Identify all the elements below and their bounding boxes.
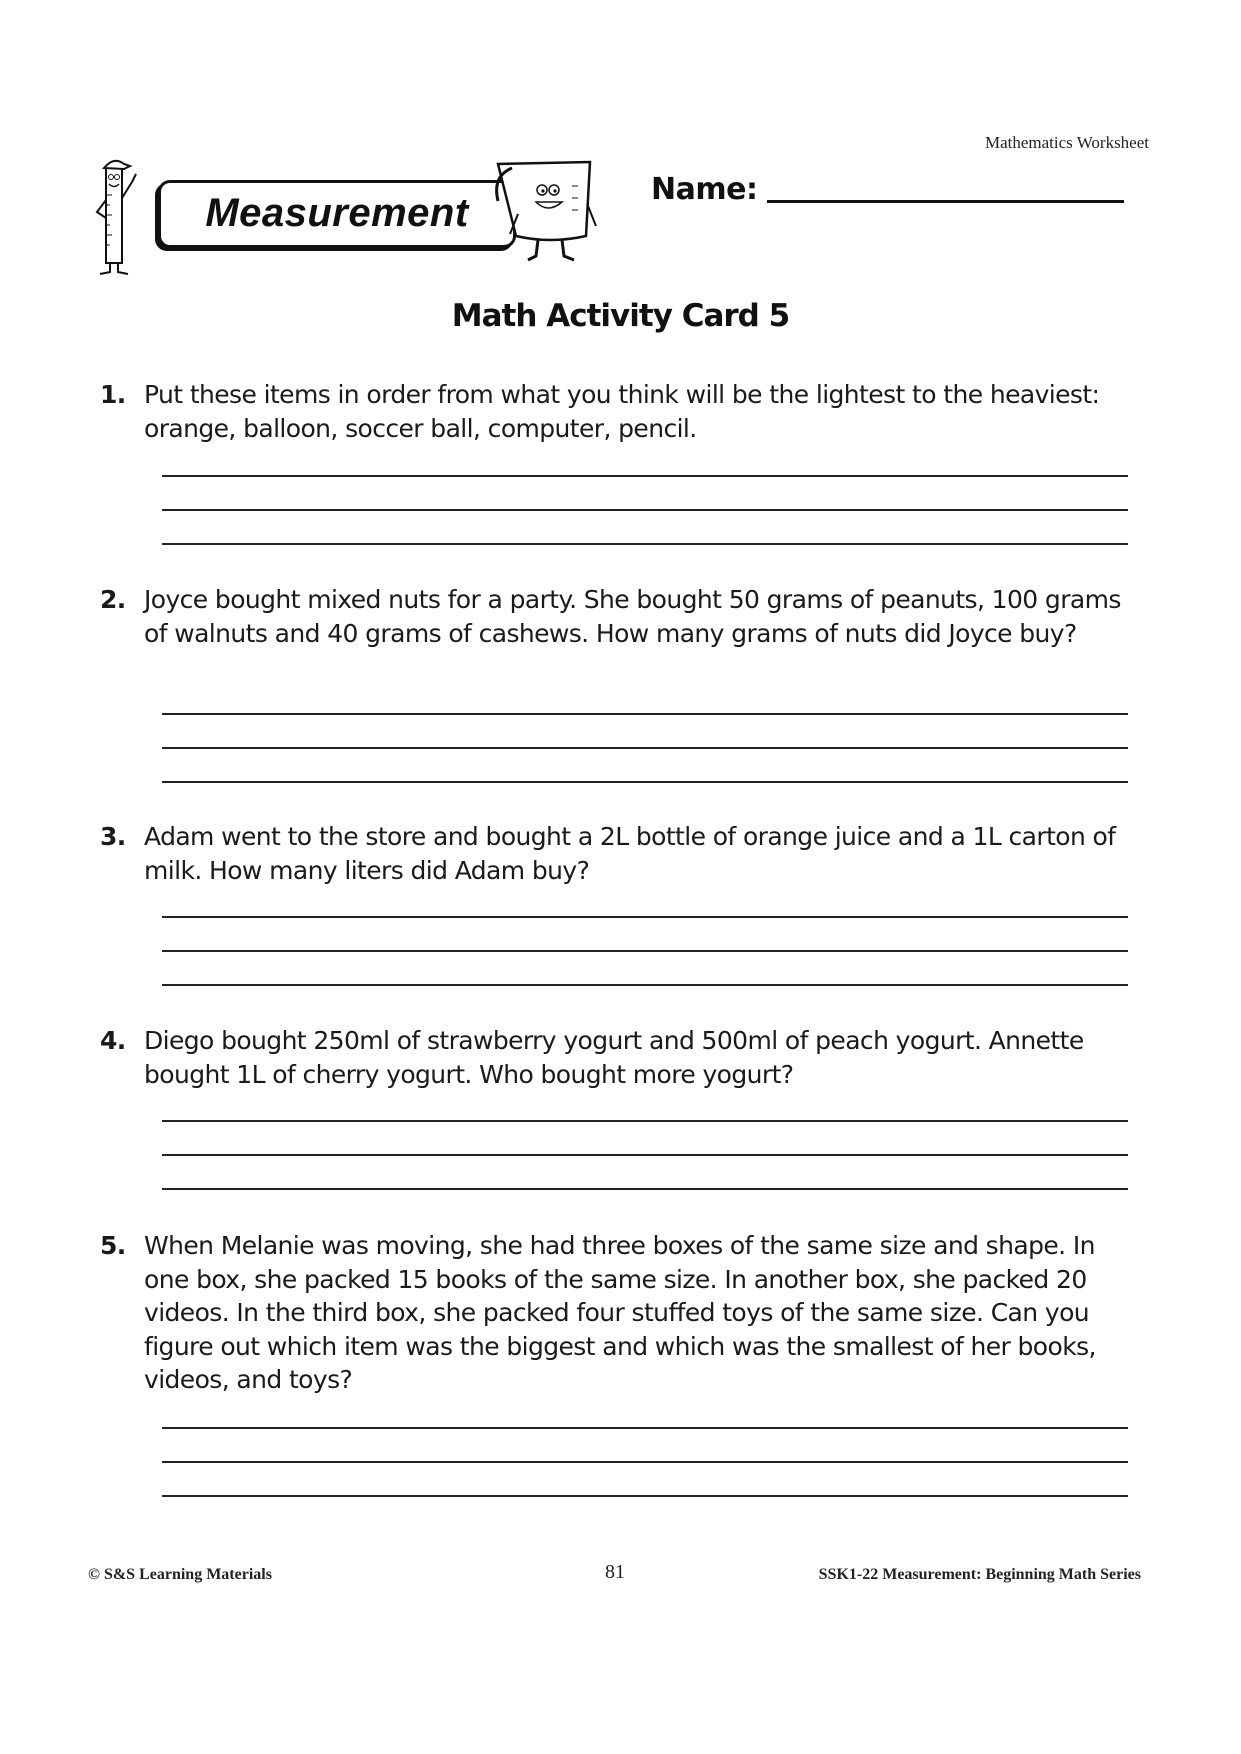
answer-line[interactable] [162, 950, 1128, 952]
answer-line[interactable] [162, 1188, 1128, 1190]
name-input-line[interactable] [767, 199, 1124, 203]
question-text: Adam went to the store and bought a 2L bottle of orange juice and a 1L carton of milk. How many liters did Adam buy? [144, 822, 1116, 885]
question-number: 2. [100, 585, 126, 614]
page-number: 81 [605, 1561, 625, 1583]
answer-line[interactable] [162, 1120, 1128, 1122]
answer-line[interactable] [162, 916, 1128, 918]
answer-line[interactable] [162, 781, 1128, 783]
card-title: Math Activity Card 5 [451, 298, 790, 334]
question-number: 1. [100, 380, 126, 409]
answer-line[interactable] [162, 713, 1128, 715]
question-number: 4. [100, 1026, 126, 1055]
question-5 [100, 1229, 1140, 1397]
banner-title: Measurement [205, 191, 469, 235]
answer-line[interactable] [162, 1154, 1128, 1156]
question-text: Joyce bought mixed nuts for a party. She bought 50 grams of peanuts, 100 grams of walnuts and 40 grams of cashews. How many grams of nuts did Joyce buy? [144, 585, 1121, 648]
answer-line[interactable] [162, 1461, 1128, 1463]
answer-line[interactable] [162, 1495, 1128, 1497]
footer-series: SSK1-22 Measurement: Beginning Math Series [818, 1566, 1141, 1583]
question-number: 3. [100, 822, 126, 851]
measurement-banner [90, 150, 610, 280]
answer-line[interactable] [162, 543, 1128, 545]
answer-line[interactable] [162, 747, 1128, 749]
question-number: 5. [100, 1231, 126, 1260]
question-3 [100, 820, 1140, 887]
question-4 [100, 1024, 1140, 1091]
answer-line[interactable] [162, 984, 1128, 986]
question-1 [100, 378, 1140, 445]
answer-line[interactable] [162, 509, 1128, 511]
answer-line[interactable] [162, 1427, 1128, 1429]
question-text: When Melanie was moving, she had three boxes of the same size and shape. In one box, she packed 15 books of the same size. In another box, she packed 20 videos. In the third box, she packed four stuffed toys of the same size. Can you figure out which item was the biggest and which was the smallest of her books, videos, and toys? [144, 1231, 1096, 1394]
measuring-cup-character-icon [490, 156, 600, 271]
question-text: Put these items in order from what you think will be the lightest to the heaviest: orange, balloon, soccer ball, computer, pencil. [144, 380, 1100, 443]
footer-copyright: © S&S Learning Materials [88, 1566, 272, 1583]
question-2 [100, 583, 1140, 650]
worksheet-label: Mathematics Worksheet [984, 133, 1149, 152]
name-field-row [651, 172, 1124, 207]
answer-line[interactable] [162, 475, 1128, 477]
banner-frame [158, 180, 516, 248]
ruler-character-icon [94, 150, 154, 280]
name-label: Name: [651, 172, 758, 207]
question-text: Diego bought 250ml of strawberry yogurt and 500ml of peach yogurt. Annette bought 1L of cherry yogurt. Who bought more yogurt? [144, 1026, 1084, 1089]
